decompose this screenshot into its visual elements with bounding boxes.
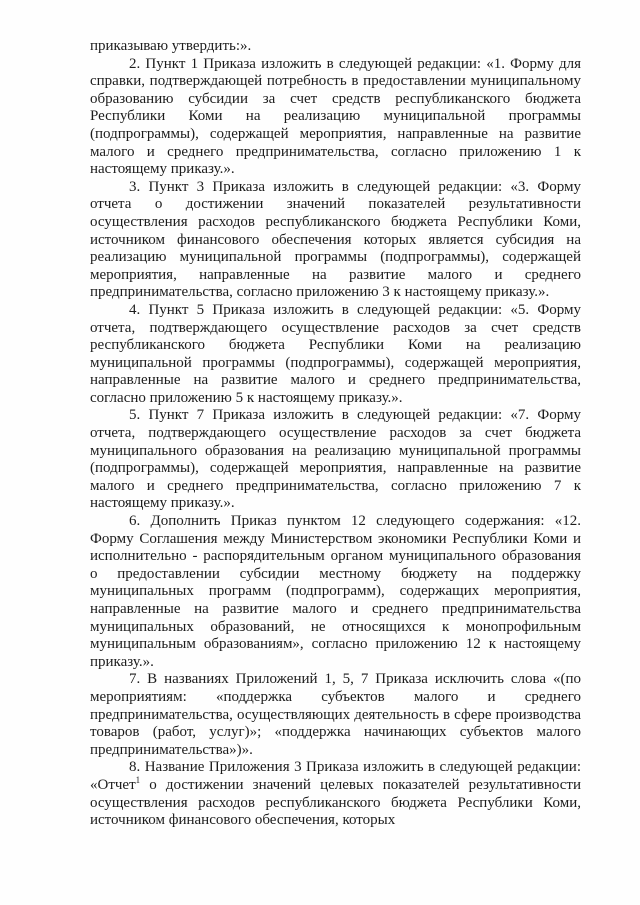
paragraph-item-2: 2. Пункт 1 Приказа изложить в следующей редакции: «1. Форму для справки, подтверждающей потребность в предоставлении муниципальному образованию субсидии за счет средств республиканского бюджета Республики Коми на реализацию муниципальной программы (подпрограммы), содержащей мероприятия, направленные на развитие малого и среднего предпринимательства, согласно приложению 1 к настоящему приказу.». xyxy=(90,55,581,178)
paragraph-item-8-text-end: о достижении значений целевых показателей результативности осуществления расходов республиканского бюджета Республики Коми, источником финансового обеспечения, которых xyxy=(90,776,581,829)
paragraph-item-6: 6. Дополнить Приказ пунктом 12 следующего содержания: «12. Форму Соглашения между Министерством экономики Республики Коми и исполнительно - распорядительным органом муниципального образования о предоставлении субсидии местному бюджету на поддержку муниципальных программ (подпрограмм), содержащих мероприятия, направленные на развитие малого и среднего предпринимательства муниципальных образований, не относящихся к монопрофильным муниципальным образованиям», согласно приложению 12 к настоящему приказу.». xyxy=(90,513,581,670)
footnote-marker: 1 xyxy=(135,774,141,785)
paragraph-item-8 xyxy=(90,759,581,829)
paragraph-continuation: приказываю утвердить:». xyxy=(90,38,252,54)
paragraph-item-4: 4. Пункт 5 Приказа изложить в следующей редакции: «5. Форму отчета, подтверждающего осуществление расходов за счет средств республиканского бюджета Республики Коми на реализацию муниципальной программы (подпрограммы), содержащей мероприятия, направленные на развитие малого и среднего предпринимательства, согласно приложению 5 к настоящему приказу.». xyxy=(90,301,581,406)
paragraph-item-7: 7. В названиях Приложений 1, 5, 7 Приказа исключить слова «(по мероприятиям: «поддержка субъектов малого и среднего предпринимательства, осуществляющих деятельность в сфере производства товаров (работ, услуг)»; «поддержка начинающих субъектов малого предпринимательства»)». xyxy=(90,671,581,758)
paragraph-item-3: 3. Пункт 3 Приказа изложить в следующей редакции: «3. Форму отчета о достижении значений показателей результативности осуществления расходов республиканского бюджета Республики Коми, источником финансового обеспечения которых является субсидия на реализацию муниципальной программы (подпрограммы), содержащей мероприятия, направленные на развитие малого и среднего предпринимательства, согласно приложению 3 к настоящему приказу.». xyxy=(90,178,581,301)
paragraph-item-8-text-start: 8. Название Приложения 3 Приказа изложить в следующей редакции: «Отчет xyxy=(90,759,581,793)
paragraph-item-5: 5. Пункт 7 Приказа изложить в следующей редакции: «7. Форму отчета, подтверждающего осуществление расходов за счет бюджета муниципального образования на реализацию муниципальной программы (подпрограммы), содержащей мероприятия, направленные на развитие малого и среднего предпринимательства, согласно приложению 7 к настоящему приказу.». xyxy=(90,407,581,512)
document-body xyxy=(90,38,581,830)
